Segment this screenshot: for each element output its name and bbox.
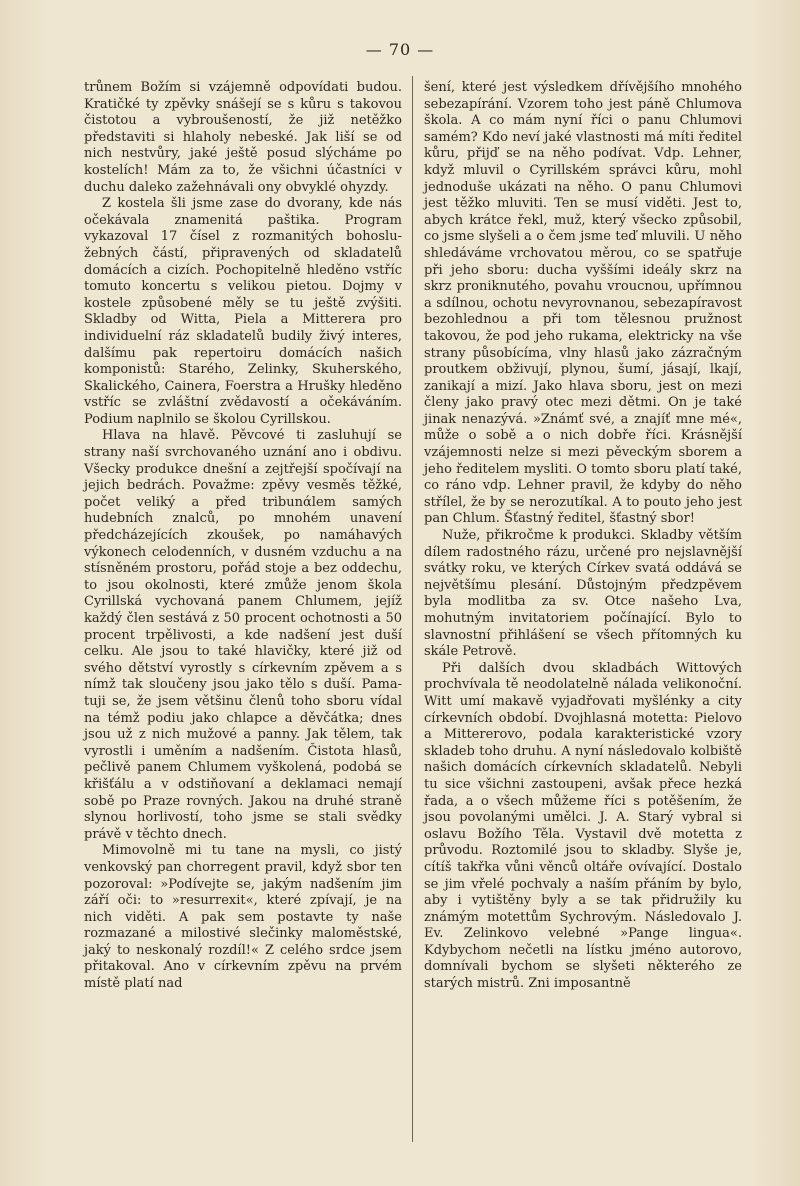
paragraph: Z kostela šli jsme zase do dvorany, kde nás očekávala znamenitá paštika. Program vykazoval 17 čísel z rozmanitých bohoslužebných částí, připravených od skladatelů domácích a cizích. Pochopitelně hleděno vstříc tomuto koncertu s velikou pietou. Dojmy v kostele způsobené měly se tu ještě zvýšiti. Skladby od Witta, Piela a Mitterera pro individuelní ráz skladatelů budily živý interes, dalšímu pak repertoiru domácích našich komponistů: Starého, Zelinky, Skuherského, Skalického, Cainera, Foerstra a Hrušky hleděno vstříc se zvláštní zvědavostí a očekáváním. Podium naplnilo se školou Cyrillskou. [84,196,402,427]
page-number: — 70 — [365,40,435,59]
paragraph: Hlava na hlavě. Pěvcové ti zasluhují se strany naší svrchovaného uznání ano i obdivu. Všecky produkce dnešní a zejtřejší spočívají na jejich bedrách. Považme: zpěvy vesměs těžké, počet veliký a před tribunάlem samých hudebních znalců, po mnohém unavení předcházejících zkoušek, po namáhavých výkonech celodenních, v dusném vzduchu a na stísněném prostoru, pořád stoje a bez oddechu, to jsou okolnosti, které zmůže jenom škola Cyrillská vychovaná panem Chlumem, jejíž každý člen sestává z 50 procent ochotnosti a 50 procent trpělivosti, a kde nadšení jest duší celku. Ale jsou to také hlavičky, které již od svého dětství vyrostly s církevním zpěvem a s nímž tak sloučeny jsou jako tělo s duší. Pamatuji se, že jsem většinu členů toho sboru vídal na témž podiu jako chlapce a děvčátka; dnes jsou už z nich mužové a panny. Jak tělem, tak vyrostli i uměním a nadšením. Čistota hlasů, pečlivě panem Chlumem vyškolená, podobá se křišťálu a v odstiňovaní a deklamaci nemají sobě po Praze rovných. Jakou na druhé straně slynou horlivostí, toho jsme se stali svědky právě v těchto dnech. [84,428,402,842]
left-column [84,80,402,993]
paragraph: Nuže, přikročme k produkci. Skladby větším dílem radostného rázu, určené pro nejslavnější svátky roku, ve kterých Církev svatá oddává se největšímu plesání. Důstojným předzpěvem byla modlitba za sv. Otce našeho Lva, mohutným invitatoriem počínající. Bylo to slavnostní přihlášení se všech přítomných ku skále Petrově. [424,528,742,660]
column-divider [412,76,413,1142]
paragraph: Mimovolně mi tu tane na mysli, co jistý venkovský pan chorregent pravil, když sbor ten pozoroval: »Podívejte se, jakým nadšením jim září oči: to »resurrexit«, které zpívají, je na nich viděti. A pak sem postavte ty naše rozmazané a milostivé slečinky maloměstské, jaký to neskonalý rozdíl!« Z celého srdce jsem přitakoval. Ano v církevním zpěvu na prvém místě platí nad [84,843,402,992]
paragraph: šení, které jest výsledkem dřívějšího mnohého sebezapírání. Vzorem toho jest páně Chlumova škola. A co mám nyní říci o panu Chlumovi samém? Kdo neví jaké vlastnosti má míti ředitel kůru, přijď se na něho podívat. Vdp. Lehner, když mluvil o Cyrillském správci kůru, mohl jednoduše ukázati na něho. O panu Chlumovi jest těžko mluviti. Ten se musí viděti. Jest to, abych krátce řekl, muž, který všecko způsobil, co jsme slyšeli a o čem jsme teď mluvili. U něho shledáváme vrchovatou měrou, co se spatřuje při jeho sboru: ducha vyššími ideály skrz na skrz proniknutého, povahu vroucnou, upřímnou a sdílnou, ochotu nevyrovnanou, sebezapíravost bezohlednou a při tom tělesnou pružnost takovou, že pod jeho rukama, elektricky na vše strany působícíma, vlny hlasů jako zázračným proutkem obživují, plynou, šumí, jásají, lkají, zanikají a mizí. Jako hlava sboru, jest on mezi členy jako pravý otec mezi dětmi. On je také jinak nenazývá. »Známť své, a znajíť mne mé«, může o sobě a o nich dobře říci. Krásnější vzájemnosti nelze si mezi pěveckým sborem a jeho ředitelem mysliti. O tomto sboru platí také, co ráno vdp. Lehner pravil, že kdyby do něho střílel, že by se nerozutíkal. A to pouto jeho jest pan Chlum. Šťastný ředitel, šťastný sbor! [424,80,742,527]
right-column [424,80,742,993]
paragraph: Při dalších dvou skladbách Wittových prochvívala tě neodolatelně nálada velikonoční. Witt umí makavě vyjadřovati myšlénky a city církevních období. Dvojhlasná motetta: Pielovo a Mittererovo, podala karakteristické vzory skladeb toho druhu. A nyní následovalo kolbiště našich domácích církevních skladatelů. Nebyli tu sice všichni zastoupeni, avšak přece hezká řada, a o všech můžeme říci s potěšením, že jsou povolanými umělci. J. A. Starý vybral si oslavu Božího Těla. Vystavil dvě motetta z průvodu. Roztomilé jsou to skladby. Slyše je, cítíš takřka vůni věnců oltáře ovívající. Dostalo se jim vřelé pochvaly a naším přáním by bylo, aby i vytištěny byly a se tak přidružily ku známým motettům Sychrovým. Následovalo J. Ev. Zelinkovo velebné »Pange lingua«. Kdybychom nečetli na lístku jméno autorovo, domnívali bychom se slyšeti některého ze starých mistrů. Zni imposantně [424,660,742,992]
paragraph: trůnem Božím si vzájemně odpovídati budou. Kratičké ty zpěvky snášejí se s kůru s takovou čistotou a vybroušeností, že již netěžko představiti si hlaholy nebeské. Jak liší se od nich nestvůry, jaké ještě posud slýcháme po kostelích! Mám za to, že všichni účastníci v duchu daleko zažehnávali ony obvyklé ohyzdy. [84,80,402,195]
